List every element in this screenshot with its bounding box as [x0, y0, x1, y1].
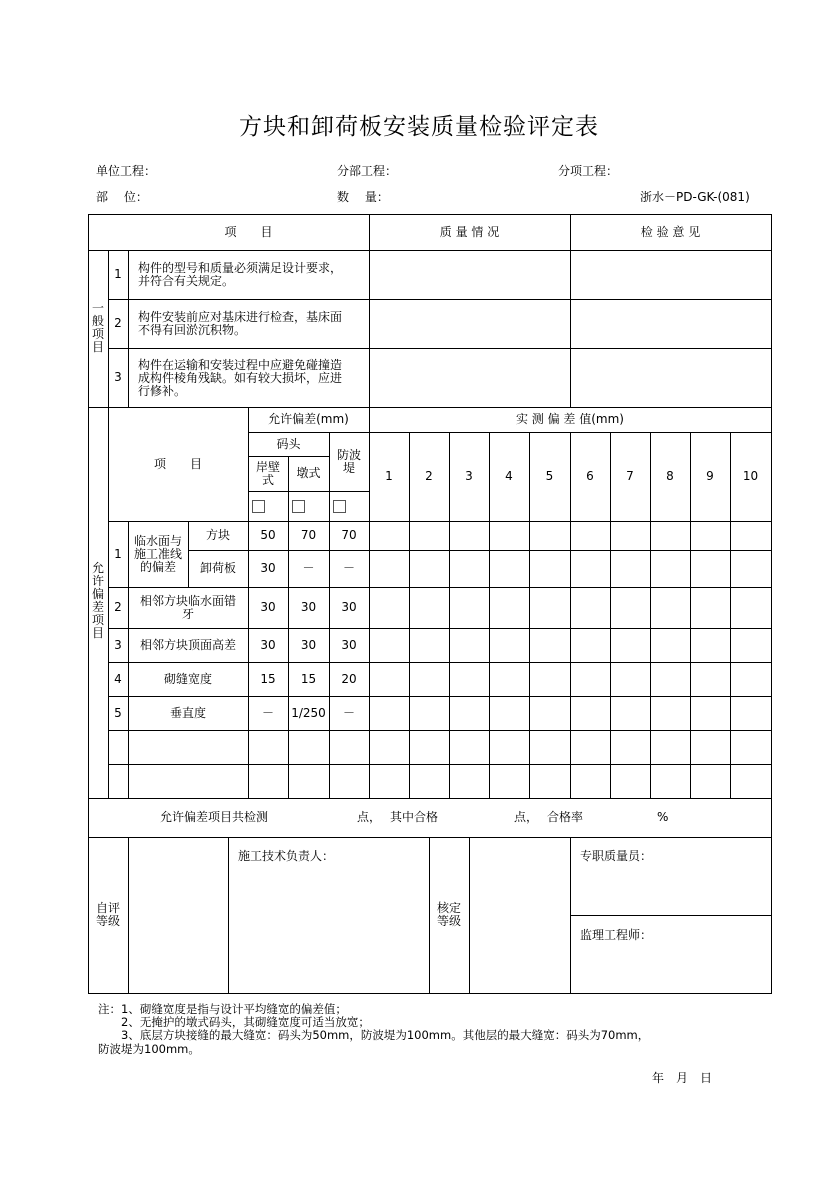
supervisor-label: 监理工程师： — [580, 928, 653, 942]
summary-percent: % — [657, 810, 669, 824]
tolerance-row-2-name: 相邻方块临水面错牙 — [140, 593, 237, 621]
measure-col-10: 10 — [742, 469, 759, 483]
measure-col-9: 9 — [706, 469, 714, 483]
general-row-2-no: 2 — [114, 316, 122, 330]
note-1: 注：1、砌缝宽度是指与设计平均缝宽的偏差值； — [98, 1002, 347, 1016]
tolerance-row-3-v1: 30 — [260, 637, 276, 652]
tolerance-row-4-v1: 15 — [260, 671, 276, 686]
form-code: 浙水－PD-GK-(081) — [640, 190, 750, 204]
note-4: 防波堤为100mm。 — [98, 1042, 200, 1056]
tolerance-row-1b-v3: － — [342, 561, 355, 575]
tolerance-row-1a-name: 方块 — [205, 528, 230, 542]
measured-deviation-header: 实 测 偏 差 值(mm) — [515, 412, 624, 426]
tolerance-row-1a-v3: 70 — [341, 528, 357, 542]
breakwater-header: 防波堤 — [336, 448, 361, 475]
tolerance-row-2-v2: 30 — [300, 600, 317, 614]
shore-wall-checkbox[interactable] — [252, 500, 265, 513]
tolerance-row-1b-v1: 30 — [260, 561, 276, 575]
note-3: 3、底层方块接缝的最大缝宽：码头为50mm，防波堤为100mm。其他层的最大缝宽：码头为70mm， — [98, 1028, 650, 1042]
pier-header: 墩式 — [296, 466, 321, 480]
tolerance-row-1b-v2: － — [302, 561, 315, 575]
tolerance-items-label: 允许偏差项目 — [91, 561, 104, 640]
tolerance-row-5-name: 垂直度 — [169, 705, 206, 720]
tolerance-row-5-v2: 1/250 — [291, 705, 326, 720]
quantity-label: 数 量： — [337, 190, 389, 204]
tolerance-row-5-no: 5 — [114, 705, 122, 720]
summary-total-label: 允许偏差项目共检测 — [160, 810, 269, 824]
allowed-deviation-header: 允许偏差(mm) — [268, 412, 349, 426]
inspection-opinion-header: 检 验 意 见 — [640, 224, 701, 239]
general-row-2-text: 构件安装前应对基床进行检查，基床面不得有回淤沉积物。 — [138, 310, 343, 337]
measure-col-2: 2 — [425, 469, 433, 483]
tolerance-row-5-v1: － — [261, 705, 274, 720]
unit-project-label: 单位工程： — [96, 164, 157, 178]
tolerance-row-1b-name: 卸荷板 — [199, 561, 236, 575]
tolerance-item-header: 项 目 — [153, 456, 202, 471]
self-grade-label: 自评等级 — [95, 901, 120, 928]
summary-points-1: 点， — [357, 810, 382, 824]
general-items-label: 一般项目 — [91, 301, 104, 354]
tolerance-row-1-group: 临水面与施工准线的偏差 — [133, 533, 182, 574]
tolerance-row-3-v2: 30 — [300, 637, 317, 652]
tolerance-row-3-v3: 30 — [341, 637, 357, 652]
measure-col-7: 7 — [626, 469, 634, 483]
measure-col-1: 1 — [385, 469, 393, 483]
measure-col-8: 8 — [666, 469, 674, 483]
measure-col-5: 5 — [545, 469, 554, 483]
summary-points-2: 点， — [514, 810, 539, 824]
tolerance-row-4-name: 砌缝宽度 — [163, 671, 212, 686]
verify-grade-label: 核定等级 — [436, 901, 461, 928]
summary-pass-label: 其中合格 — [390, 810, 439, 824]
measure-col-3: 3 — [465, 469, 473, 483]
general-row-3-no: 3 — [114, 370, 122, 384]
sub-project-label: 分部工程： — [337, 164, 398, 178]
tolerance-row-3-no: 3 — [114, 637, 122, 652]
general-row-3-text: 构件在运输和安装过程中应避免碰撞造成构件棱角残缺。如有较大损坏，应进行修补。 — [138, 358, 343, 398]
tolerance-row-4-no: 4 — [114, 671, 122, 686]
general-row-1-text: 构件的型号和质量必须满足设计要求，并符合有关规定。 — [138, 261, 343, 288]
tolerance-row-1a-v2: 70 — [300, 528, 317, 542]
date-label: 年 月 日 — [652, 1071, 713, 1085]
general-item-header: 项 目 — [224, 224, 273, 239]
quality-officer-label: 专职质量员： — [580, 849, 653, 863]
tolerance-row-2-no: 2 — [114, 600, 122, 614]
general-row-1-no: 1 — [114, 267, 122, 281]
shore-wall-header: 岸壁式 — [255, 460, 280, 487]
tolerance-row-4-v3: 20 — [341, 671, 357, 686]
measure-col-4: 4 — [505, 469, 513, 483]
tolerance-row-1-no: 1 — [114, 546, 122, 561]
measure-col-6: 6 — [586, 469, 594, 483]
pier-checkbox[interactable] — [292, 500, 305, 513]
tolerance-row-3-name: 相邻方块顶面高差 — [139, 637, 236, 652]
summary-rate-label: 合格率 — [547, 810, 584, 824]
tolerance-row-1a-v1: 50 — [260, 528, 276, 542]
tolerance-row-2-v3: 30 — [341, 600, 357, 614]
item-project-label: 分项工程： — [558, 164, 619, 178]
page-title: 方块和卸荷板安装质量检验评定表 — [239, 114, 599, 140]
note-2: 2、无掩护的墩式码头，其砌缝宽度可适当放宽； — [98, 1015, 370, 1029]
tolerance-row-5-v3: － — [342, 705, 355, 720]
tolerance-row-2-v1: 30 — [260, 600, 276, 614]
tech-lead-label: 施工技术负责人： — [238, 849, 335, 863]
quality-status-header: 质 量 情 况 — [439, 224, 500, 239]
tolerance-row-4-v2: 15 — [300, 671, 317, 686]
part-label: 部 位： — [96, 190, 148, 204]
wharf-header: 码头 — [276, 436, 301, 451]
breakwater-checkbox[interactable] — [333, 500, 346, 513]
